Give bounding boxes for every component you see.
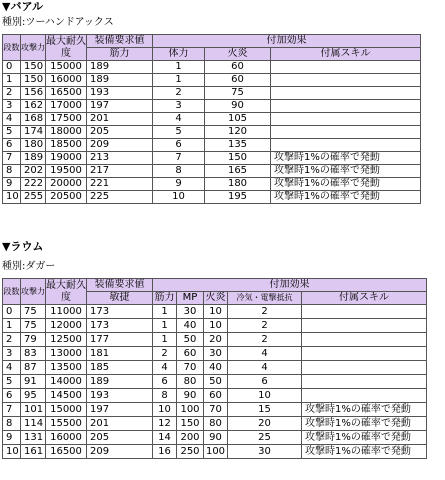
table-cell: 1 bbox=[153, 305, 177, 319]
table-cell: 75 bbox=[21, 305, 46, 319]
table-row bbox=[3, 431, 427, 445]
table-cell: 13000 bbox=[46, 347, 87, 361]
table-cell: 60 bbox=[177, 347, 204, 361]
table-cell bbox=[302, 361, 427, 375]
table-cell: 14 bbox=[153, 431, 177, 445]
table-cell: 4 bbox=[3, 361, 21, 375]
table-cell: 50 bbox=[177, 333, 204, 347]
table-cell: 201 bbox=[87, 113, 153, 126]
table-cell: 7 bbox=[3, 152, 21, 165]
table-cell: 201 bbox=[87, 417, 153, 431]
table-cell: 2 bbox=[3, 333, 21, 347]
table-cell: 10 bbox=[204, 319, 228, 333]
table-cell: 222 bbox=[21, 178, 46, 191]
table-cell: 197 bbox=[87, 403, 153, 417]
table-cell: 攻撃時1%の確率で発動 bbox=[302, 431, 427, 445]
table-cell: 90 bbox=[205, 100, 271, 113]
table-cell: 30 bbox=[177, 305, 204, 319]
table-row bbox=[3, 126, 421, 139]
table-row bbox=[3, 87, 421, 100]
table-cell: 70 bbox=[177, 361, 204, 375]
table-cell: 40 bbox=[204, 361, 228, 375]
table-cell: 91 bbox=[21, 375, 46, 389]
table-cell: 6 bbox=[153, 375, 177, 389]
table-row bbox=[3, 61, 421, 74]
table-cell: 0 bbox=[3, 305, 21, 319]
table-cell: 14500 bbox=[46, 389, 87, 403]
table-cell: 5 bbox=[3, 375, 21, 389]
section-raum bbox=[0, 240, 427, 459]
table-cell: 1 bbox=[153, 333, 177, 347]
stats-table-baal bbox=[2, 34, 421, 204]
table-cell: 2 bbox=[153, 347, 177, 361]
table-cell: 180 bbox=[21, 139, 46, 152]
table-cell: 攻撃時1%の確率で発動 bbox=[302, 417, 427, 431]
table-cell: 173 bbox=[87, 319, 153, 333]
table-cell: 9 bbox=[3, 178, 21, 191]
table-cell: 6 bbox=[228, 375, 302, 389]
header-level: 段数 bbox=[3, 279, 21, 305]
table-cell: 156 bbox=[21, 87, 46, 100]
table-cell: 181 bbox=[87, 347, 153, 361]
header-bonus-fire: 火炎 bbox=[205, 48, 271, 61]
table-row bbox=[3, 178, 421, 191]
table-row bbox=[3, 417, 427, 431]
table-cell: 165 bbox=[205, 165, 271, 178]
header-level: 段数 bbox=[3, 35, 21, 61]
table-cell bbox=[271, 113, 421, 126]
table-cell: 8 bbox=[3, 417, 21, 431]
table-cell: 150 bbox=[21, 74, 46, 87]
table-cell: 20 bbox=[204, 333, 228, 347]
table-cell: 185 bbox=[87, 361, 153, 375]
table-cell: 189 bbox=[87, 375, 153, 389]
table-row bbox=[3, 403, 427, 417]
table-cell: 20000 bbox=[46, 178, 87, 191]
table-cell: 217 bbox=[87, 165, 153, 178]
weapon-type-label: 種別:ツーハンドアックス bbox=[2, 17, 114, 28]
table-cell: 205 bbox=[87, 431, 153, 445]
table-cell: 5 bbox=[153, 126, 205, 139]
table-cell: 2 bbox=[3, 87, 21, 100]
header-durability: 最大耐久度 bbox=[46, 35, 86, 59]
table-cell: 9 bbox=[153, 178, 205, 191]
table-cell: 30 bbox=[228, 445, 302, 459]
table-cell: 7 bbox=[153, 152, 205, 165]
table-cell: 40 bbox=[177, 319, 204, 333]
table-cell: 80 bbox=[204, 417, 228, 431]
table-cell: 攻撃時1%の確率で発動 bbox=[271, 165, 421, 178]
table-cell: 10 bbox=[204, 305, 228, 319]
table-cell: 4 bbox=[228, 361, 302, 375]
table-cell: 90 bbox=[177, 389, 204, 403]
table-cell: 4 bbox=[153, 361, 177, 375]
table-cell: 攻撃時1%の確率で発動 bbox=[271, 178, 421, 191]
table-cell: 189 bbox=[87, 74, 153, 87]
table-cell bbox=[302, 319, 427, 333]
table-row bbox=[3, 361, 427, 375]
table-cell: 2 bbox=[153, 87, 205, 100]
table-cell: 95 bbox=[21, 389, 46, 403]
table-cell: 225 bbox=[87, 191, 153, 204]
table-cell: 8 bbox=[3, 165, 21, 178]
table-cell: 1 bbox=[3, 74, 21, 87]
table-row bbox=[3, 139, 421, 152]
table-cell: 17500 bbox=[46, 113, 87, 126]
table-cell bbox=[302, 305, 427, 319]
section-title: ▼ラウム bbox=[2, 240, 44, 253]
table-cell: 10 bbox=[153, 403, 177, 417]
table-cell: 75 bbox=[21, 319, 46, 333]
table-row bbox=[3, 191, 421, 204]
header-durability: 最大耐久度 bbox=[46, 279, 86, 303]
table-cell: 6 bbox=[3, 139, 21, 152]
table-cell: 1 bbox=[153, 61, 205, 74]
table-cell: 193 bbox=[87, 389, 153, 403]
table-cell: 189 bbox=[87, 61, 153, 74]
table-row bbox=[3, 100, 421, 113]
table-cell: 2 bbox=[228, 305, 302, 319]
table-cell: 3 bbox=[3, 347, 21, 361]
table-cell: 20 bbox=[228, 417, 302, 431]
table-cell: 150 bbox=[21, 61, 46, 74]
header-bonus-group: 付加効果 bbox=[153, 35, 421, 48]
table-row bbox=[3, 113, 421, 126]
table-cell: 攻撃時1%の確率で発動 bbox=[271, 191, 421, 204]
table-cell: 60 bbox=[204, 389, 228, 403]
table-cell: 8 bbox=[153, 165, 205, 178]
table-cell: 79 bbox=[21, 333, 46, 347]
table-cell: 4 bbox=[228, 347, 302, 361]
table-cell: 14000 bbox=[46, 375, 87, 389]
table-cell bbox=[271, 61, 421, 74]
table-row bbox=[3, 165, 421, 178]
table-cell: 4 bbox=[3, 113, 21, 126]
table-cell: 0 bbox=[3, 61, 21, 74]
table-cell: 135 bbox=[205, 139, 271, 152]
table-cell: 1 bbox=[153, 74, 205, 87]
table-cell: 2 bbox=[228, 333, 302, 347]
table-cell: 189 bbox=[21, 152, 46, 165]
table-cell: 16500 bbox=[46, 87, 87, 100]
table-cell: 1 bbox=[153, 319, 177, 333]
table-cell: 209 bbox=[87, 445, 153, 459]
table-cell: 150 bbox=[177, 417, 204, 431]
table-cell bbox=[271, 139, 421, 152]
table-cell: 12000 bbox=[46, 319, 87, 333]
table-row bbox=[3, 375, 427, 389]
table-row bbox=[3, 389, 427, 403]
table-cell: 87 bbox=[21, 361, 46, 375]
table-cell: 4 bbox=[153, 113, 205, 126]
table-cell: 60 bbox=[205, 61, 271, 74]
table-cell: 75 bbox=[205, 87, 271, 100]
header-req-agility: 敏捷 bbox=[87, 292, 153, 305]
table-cell: 205 bbox=[87, 126, 153, 139]
header-bonus-mp: MP bbox=[177, 292, 204, 305]
table-cell: 250 bbox=[177, 445, 204, 459]
table-row bbox=[3, 74, 421, 87]
table-cell: 168 bbox=[21, 113, 46, 126]
table-cell: 83 bbox=[21, 347, 46, 361]
table-cell: 105 bbox=[205, 113, 271, 126]
table-cell: 19000 bbox=[46, 152, 87, 165]
table-cell: 25 bbox=[228, 431, 302, 445]
table-cell: 8 bbox=[153, 389, 177, 403]
header-skill: 付属スキル bbox=[271, 48, 421, 61]
table-cell: 17000 bbox=[46, 100, 87, 113]
table-row bbox=[3, 333, 427, 347]
table-cell: 13500 bbox=[46, 361, 87, 375]
weapon-type-label: 種別:ダガー bbox=[2, 261, 56, 272]
table-cell: 9 bbox=[3, 431, 21, 445]
table-cell bbox=[271, 87, 421, 100]
table-cell: 50 bbox=[204, 375, 228, 389]
table-cell bbox=[271, 100, 421, 113]
header-req-strength: 筋力 bbox=[87, 48, 153, 61]
table-cell: 193 bbox=[87, 87, 153, 100]
table-cell: 18500 bbox=[46, 139, 87, 152]
table-cell: 15000 bbox=[46, 61, 87, 74]
table-cell: 255 bbox=[21, 191, 46, 204]
table-cell: 10 bbox=[228, 389, 302, 403]
table-cell: 162 bbox=[21, 100, 46, 113]
table-cell: 177 bbox=[87, 333, 153, 347]
table-cell: 2 bbox=[228, 319, 302, 333]
table-cell bbox=[302, 389, 427, 403]
table-cell: 101 bbox=[21, 403, 46, 417]
header-requirement-group: 装備要求値 bbox=[87, 279, 153, 292]
section-title: ▼バアル bbox=[2, 0, 44, 13]
table-cell: 6 bbox=[153, 139, 205, 152]
table-cell: 12 bbox=[153, 417, 177, 431]
table-cell: 7 bbox=[3, 403, 21, 417]
table-cell: 攻撃時1%の確率で発動 bbox=[271, 152, 421, 165]
table-cell: 221 bbox=[87, 178, 153, 191]
table-cell: 30 bbox=[204, 347, 228, 361]
table-cell: 195 bbox=[205, 191, 271, 204]
table-cell: 200 bbox=[177, 431, 204, 445]
table-cell: 16000 bbox=[46, 431, 87, 445]
table-cell bbox=[271, 74, 421, 87]
table-row bbox=[3, 319, 427, 333]
table-cell bbox=[302, 347, 427, 361]
table-cell: 攻撃時1%の確率で発動 bbox=[302, 403, 427, 417]
table-row bbox=[3, 347, 427, 361]
table-cell: 16 bbox=[153, 445, 177, 459]
table-row bbox=[3, 305, 427, 319]
table-cell bbox=[271, 126, 421, 139]
table-cell: 114 bbox=[21, 417, 46, 431]
header-bonus-cold-lightning-resist: 冷気・電撃抵抗 bbox=[228, 292, 302, 305]
table-cell: 120 bbox=[205, 126, 271, 139]
table-cell: 197 bbox=[87, 100, 153, 113]
table-cell: 12500 bbox=[46, 333, 87, 347]
table-cell: 90 bbox=[204, 431, 228, 445]
header-attack: 攻撃力 bbox=[21, 279, 46, 305]
table-cell: 10 bbox=[3, 445, 21, 459]
header-bonus-vitality: 体力 bbox=[153, 48, 205, 61]
table-cell: 173 bbox=[87, 305, 153, 319]
table-cell bbox=[302, 375, 427, 389]
header-skill: 付属スキル bbox=[302, 292, 427, 305]
header-bonus-fire: 火炎 bbox=[205, 292, 226, 303]
table-cell: 100 bbox=[204, 445, 228, 459]
table-cell: 攻撃時1%の確率で発動 bbox=[302, 445, 427, 459]
table-cell: 5 bbox=[3, 126, 21, 139]
header-attack: 攻撃力 bbox=[21, 35, 46, 61]
table-cell: 60 bbox=[205, 74, 271, 87]
table-cell: 15 bbox=[228, 403, 302, 417]
table-cell: 16500 bbox=[46, 445, 87, 459]
table-cell: 16000 bbox=[46, 74, 87, 87]
table-cell: 202 bbox=[21, 165, 46, 178]
table-cell: 15000 bbox=[46, 403, 87, 417]
table-cell: 10 bbox=[3, 191, 21, 204]
table-row bbox=[3, 445, 427, 459]
stats-table-raum bbox=[2, 278, 427, 459]
header-bonus-strength: 筋力 bbox=[154, 292, 175, 303]
table-cell: 1 bbox=[3, 319, 21, 333]
table-cell: 15500 bbox=[46, 417, 87, 431]
section-baal bbox=[0, 0, 421, 204]
table-cell: 20500 bbox=[46, 191, 87, 204]
table-cell: 213 bbox=[87, 152, 153, 165]
table-cell: 131 bbox=[21, 431, 46, 445]
table-cell: 3 bbox=[153, 100, 205, 113]
table-cell: 161 bbox=[21, 445, 46, 459]
table-cell: 180 bbox=[205, 178, 271, 191]
table-cell: 3 bbox=[3, 100, 21, 113]
table-cell: 174 bbox=[21, 126, 46, 139]
table-cell: 6 bbox=[3, 389, 21, 403]
table-cell: 150 bbox=[205, 152, 271, 165]
table-cell: 11000 bbox=[46, 305, 87, 319]
table-cell: 70 bbox=[204, 403, 228, 417]
header-bonus-group: 付加効果 bbox=[153, 279, 427, 292]
table-cell: 100 bbox=[177, 403, 204, 417]
table-cell: 209 bbox=[87, 139, 153, 152]
header-requirement-group: 装備要求値 bbox=[87, 35, 153, 48]
table-cell bbox=[302, 333, 427, 347]
table-cell: 19500 bbox=[46, 165, 87, 178]
table-cell: 80 bbox=[177, 375, 204, 389]
table-cell: 18000 bbox=[46, 126, 87, 139]
table-row bbox=[3, 152, 421, 165]
table-cell: 10 bbox=[153, 191, 205, 204]
